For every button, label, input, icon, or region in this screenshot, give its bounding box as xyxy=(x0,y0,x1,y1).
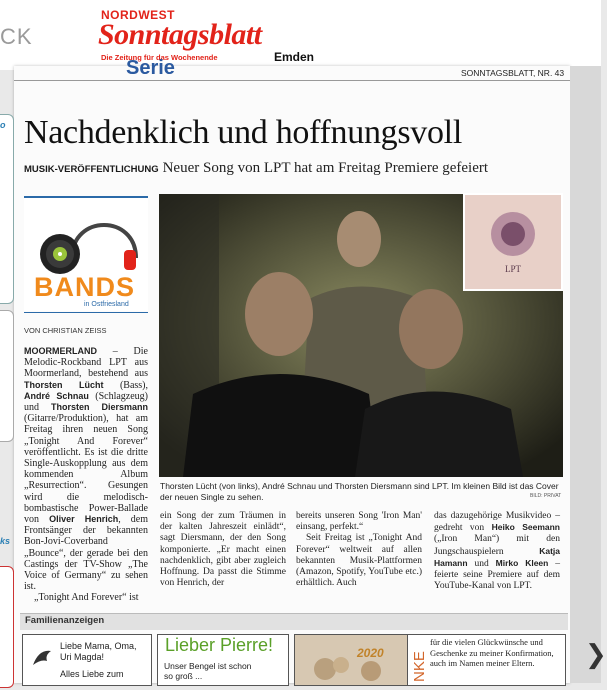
family-ad-1-line: Alles Liebe zum xyxy=(60,669,124,679)
article-column-3 xyxy=(296,511,422,589)
back-button[interactable]: CK xyxy=(0,24,33,49)
previous-page-box xyxy=(0,310,14,442)
header-rule xyxy=(14,80,570,81)
bands-logo-rule xyxy=(24,196,148,198)
article-byline: VON CHRISTIAN ZEISS xyxy=(24,326,107,335)
photo-caption: Thorsten Lücht (von links), André Schnau und Thorsten Diersmann sind LPT. Im kleinen Bild ist das Cover der neuen Single zu sehen. xyxy=(160,481,559,502)
article-headline: Nachdenklich und hoffnungsvoll xyxy=(24,114,462,151)
article-paragraph xyxy=(434,511,560,592)
previous-page-box xyxy=(0,566,14,688)
article-bold-name: Thorsten Diersmann xyxy=(50,402,148,413)
article-bold-name: Heiko Seemann xyxy=(491,522,560,533)
article-text-run: bereits unseren Song 'Iron Man' einsang, perfekt.“ xyxy=(296,511,422,533)
bands-logo-rule xyxy=(24,312,148,313)
family-ad-4-line: für die vielen Glückwünsche und xyxy=(430,637,543,647)
article-text-run: ein Song der zum Träumen in der kalten Jahreszeit einlädt“, sagt Diersmann, der den Song komponierte. „Er macht einen nachdenklich, gibt aber zugleich Hoffnung. Da passt die Stimme von Henrich, der xyxy=(160,511,286,589)
next-page-chevron-icon[interactable]: ❯ xyxy=(585,640,607,670)
band-photo-image xyxy=(159,194,563,477)
article-text-run: , dem Frontsänger der bekannten Bon-Jovi-Coverband „Bounce“, der gerade bei den Castings der TV-Show „The Voice of Germany“ zu sehen ist. xyxy=(24,514,149,593)
article-bold-name: MOORMERLAND xyxy=(24,346,97,356)
article-column-1 xyxy=(24,346,148,604)
bands-logo-subtitle: in Ostfriesland xyxy=(84,301,129,308)
article-column-4 xyxy=(434,511,560,592)
previous-page-sidebar[interactable] xyxy=(0,96,14,686)
article-bold-name: Mirko Kleen xyxy=(495,557,549,568)
single-cover-text: LPT xyxy=(504,264,521,274)
article-text-run: (Gitarre/Produktion), hat am Freitag ihren neuen Song „Tonight And Forever“ veröffentlicht. Es ist die dritte Single-Auskopplung aus dem kommenden Album „Resurrection“. Gesungen wird die melodisch-bombastische Power-Ballade von xyxy=(24,413,148,526)
family-ad-4-line: Geschenke zu meiner Konfirmation, xyxy=(430,647,554,658)
article-text-run: Seit Freitag ist „Tonight And Forever“ weltweit auf allen bekannten Musik-Plattformen (Amazon, Spotify, YouTube etc.) erhältlich. Auch xyxy=(296,533,422,589)
family-ad-1-line: Uri Magda! xyxy=(60,652,105,662)
article-bold-name: André Schnau xyxy=(24,390,89,401)
photo-credit: BILD: PRIVAT xyxy=(530,493,562,499)
article-text-run: – feierte seine Premiere auf dem YouTube-Kanal von LPT. xyxy=(434,558,561,592)
family-ads-title: Familienanzeigen xyxy=(25,615,105,626)
masthead-title: Sonntagsblatt xyxy=(98,18,262,51)
family-ad-1-text xyxy=(60,641,137,680)
family-ad-2-title: Lieber Pierre! xyxy=(165,635,274,655)
article-paragraph xyxy=(24,592,148,603)
next-page-edge xyxy=(570,66,601,683)
family-ad-2-line: so groß ... xyxy=(164,671,203,681)
family-ad-2-text xyxy=(164,661,251,681)
family-ad-1-line: Liebe Mama, Oma, xyxy=(60,641,137,651)
article-text-run: „Tonight And Forever“ ist xyxy=(34,592,139,604)
previous-page-text: o xyxy=(0,120,6,130)
article-subtitle: Neuer Song von LPT hat am Freitag Premiere gefeiert xyxy=(162,160,489,176)
article-text-run: das dazugehörige Musikvideo – gedreht von xyxy=(434,511,560,534)
family-ad-4-line: auch im Namen meiner Eltern. xyxy=(430,658,535,668)
family-ad-3[interactable] xyxy=(294,634,408,686)
article-paragraph xyxy=(24,346,148,592)
article-text-run: („Iron Man“) mit den Jungschauspielern xyxy=(434,534,560,557)
article-paragraph xyxy=(160,511,286,589)
article-subheadline xyxy=(24,159,488,177)
masthead-tagline: Die Zeitung für das Wochenende xyxy=(101,53,218,62)
family-ad-3-year: 2020 xyxy=(357,646,384,660)
article-paragraph xyxy=(296,511,422,533)
article-paragraph xyxy=(296,533,422,589)
band-photo xyxy=(159,194,563,477)
masthead-city: Emden xyxy=(274,50,315,64)
family-ad-4-vertical xyxy=(409,636,429,684)
family-ad-4-text xyxy=(430,637,554,669)
article-bold-name: Thorsten Lücht xyxy=(24,379,104,390)
article-text-run: (Schlagzeug) und xyxy=(24,390,148,414)
previous-page-box xyxy=(0,114,14,304)
flower-bouquet-image xyxy=(295,635,407,685)
masthead-kicker: NORDWEST xyxy=(101,8,175,22)
article-column-2 xyxy=(160,511,286,589)
bands-logo-word: BANDS xyxy=(34,272,136,302)
article-text-run: (Bass), xyxy=(103,379,148,391)
section-title: Serie xyxy=(126,57,175,79)
family-ad-2-line: Unser Bengel ist schon xyxy=(164,661,252,671)
article-kicker: MUSIK-VERÖFFENTLICHUNG xyxy=(24,164,159,175)
previous-page-text: ks xyxy=(0,536,11,546)
article-text-run: – Die Melodic-Rockband LPT aus Moormerland, bestehend aus xyxy=(24,346,148,380)
bird-icon xyxy=(29,643,59,673)
article-bold-name: Katja Hamann xyxy=(434,545,560,568)
article-text-run: und xyxy=(467,558,496,569)
family-ad-4-vertical-text: NKE xyxy=(411,651,428,682)
issue-label: SONNTAGSBLATT, NR. 43 xyxy=(461,68,565,78)
article-bold-name: Oliver Henrich xyxy=(49,514,119,525)
